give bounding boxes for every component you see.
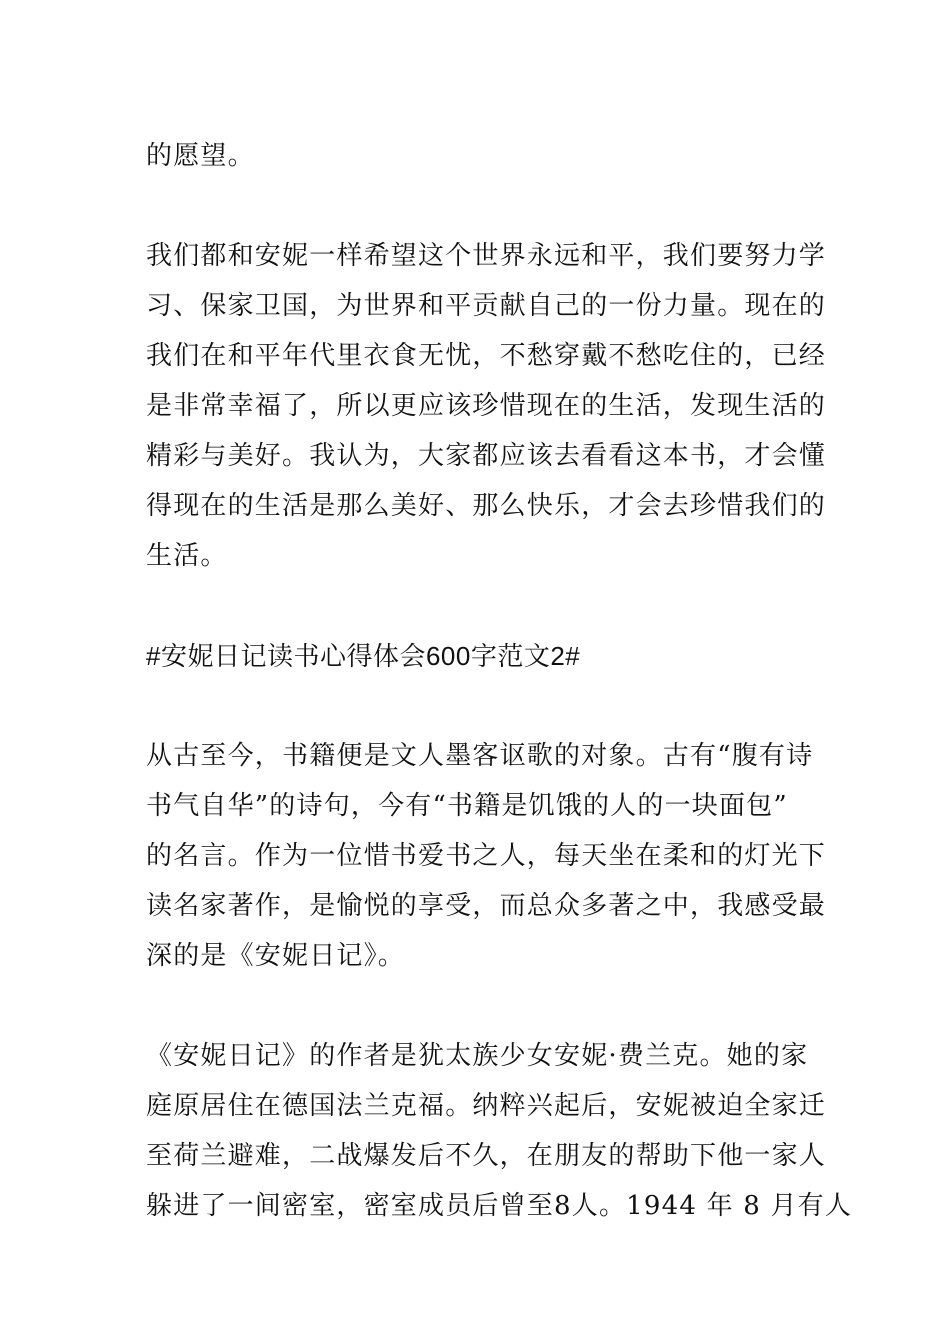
text-line: 从古至今，书籍便是文人墨客讴歌的对象。古有“腹有诗 [146,741,814,771]
paragraph-gap [146,581,810,631]
text-line: 书气自华”的诗句，今有“书籍是饥饿的人的一块面包” [146,791,788,821]
text-line: 得现在的生活是那么美好、那么快乐，才会去珍惜我们的 [146,491,827,521]
text-line: 是非常幸福了，所以更应该珍惜现在的生活，发现生活的 [146,391,827,421]
paragraph-gap [146,981,810,1031]
text-line: 读名家著作，是愉悦的享受，而总众多著之中，我感受最 [146,891,827,921]
text-line: 躲进了一间密室，密室成员后曾至8人。1944 年 8 月有人 [146,1191,853,1221]
document-body [146,131,853,1231]
text-line: 《安妮日记》的作者是犹太族少女安妮·费兰克。她的家 [146,1041,809,1071]
paragraph-2 [146,231,827,581]
paragraph-gap [146,181,810,231]
text-line: 至荷兰避难，二战爆发后不久，在朋友的帮助下他一家人 [146,1141,827,1171]
text-line: 习、保家卫国，为世界和平贡献自己的一份力量。现在的 [146,291,827,321]
paragraph-1 [146,131,810,181]
text-line: 的名言。作为一位惜书爱书之人，每天坐在柔和的灯光下 [146,841,827,871]
text-line: 我们都和安妮一样希望这个世界永远和平，我们要努力学 [146,241,827,271]
text-line: 精彩与美好。我认为，大家都应该去看看这本书，才会懂 [146,441,827,471]
paragraph-3 [146,731,827,981]
paragraph-gap [146,681,810,731]
paragraph-4 [146,1031,853,1231]
text-line: 我们在和平年代里衣食无忧，不愁穿戴不愁吃住的，已经 [146,341,827,371]
text-line: 庭原居住在德国法兰克福。纳粹兴起后，安妮被迫全家迁 [146,1091,827,1121]
text-line: 生活。 [146,541,228,571]
section-heading: #安妮日记读书心得体会600字范文2# [146,641,581,671]
text-line: 的愿望。 [146,141,255,171]
text-line: 深的是《安妮日记》。 [146,941,406,971]
